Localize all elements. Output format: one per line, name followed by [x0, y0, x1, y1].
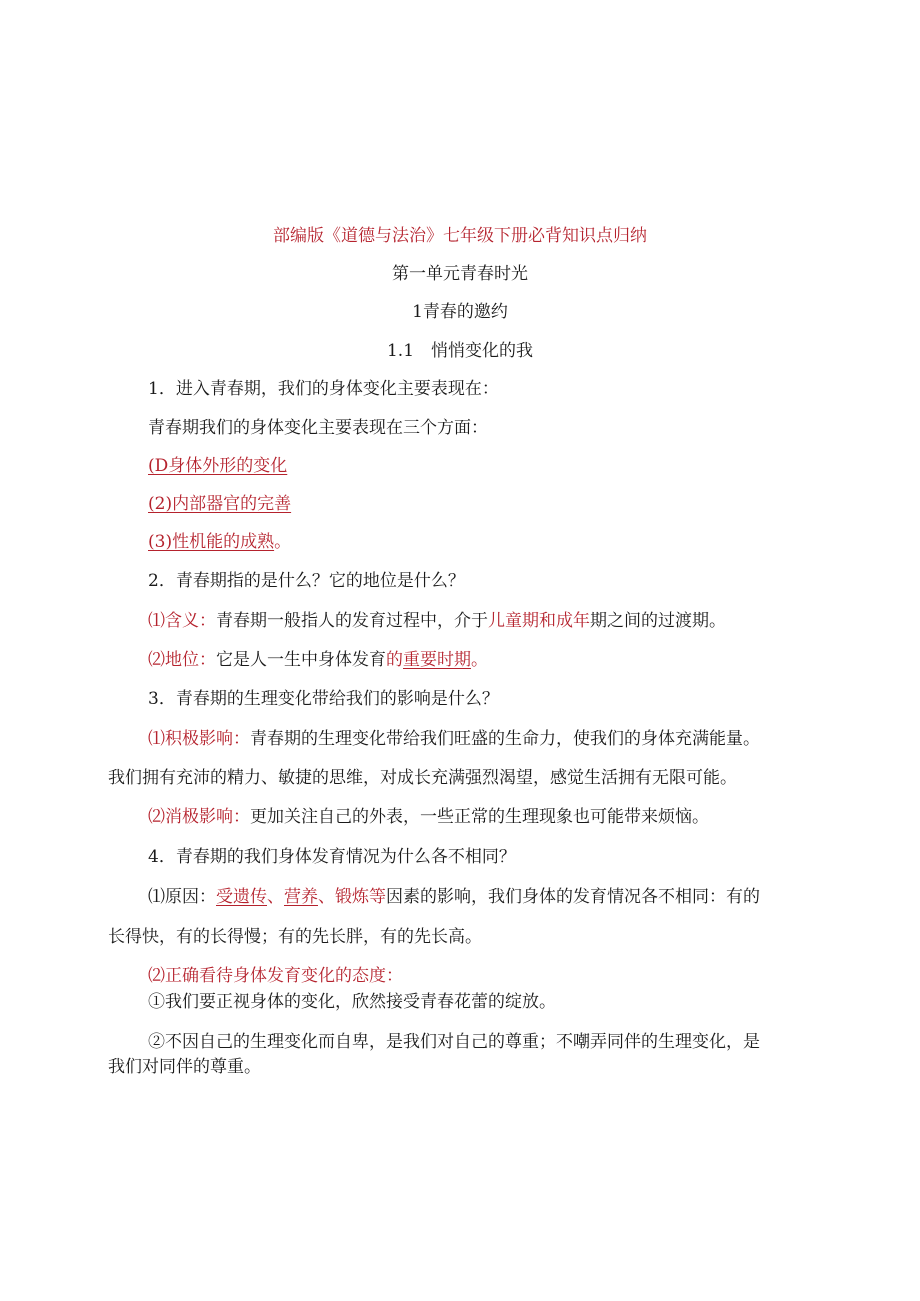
q1-item-1: (D身体外形的变化	[148, 456, 288, 476]
q4-attitude-1: ①我们要正视身体的变化，欣然接受青春花蕾的绽放。	[148, 992, 556, 1012]
q2-status-end: 。	[471, 650, 488, 670]
q4-reason-text: 因素的影响，我们身体的发育情况各不相同：有的	[386, 887, 760, 907]
q4-question: 4．青春期的我们身体发育情况为什么各不相同？	[148, 847, 516, 867]
q3-positive-text-2: 我们拥有充沛的精力、敏捷的思维，对成长充满强烈渴望，感觉生活拥有无限可能。	[108, 768, 737, 788]
q4-attitude-label: ⑵正确看待身体发育变化的态度：	[148, 966, 403, 986]
q4-reason-red-1: 受遗传	[216, 887, 267, 907]
q3-negative-line	[148, 806, 709, 828]
q4-attitude-2: ②不因自己的生理变化而自卑，是我们对自己的尊重；不嘲弄同伴的生理变化，是	[148, 1032, 760, 1052]
section-heading: 1.1 悄悄变化的我	[386, 341, 534, 361]
q4-reason-red-3: 锻炼等	[335, 887, 386, 907]
q4-attitude-2b: 我们对同伴的尊重。	[108, 1057, 261, 1077]
q1-item-3: (3)性机能的成熟	[148, 532, 275, 552]
q1-intro: 青春期我们的身体变化主要表现在三个方面：	[148, 418, 488, 438]
q2-meaning-red: 儿童期和成年	[488, 611, 590, 631]
unit-heading: 第一单元青春时光	[392, 264, 528, 284]
q2-status-line	[148, 649, 488, 671]
q4-reason-label: ⑴原因：	[148, 887, 216, 907]
lesson-heading: 1青春的邀约	[412, 302, 508, 322]
q2-meaning-text-a: 青春期一般指人的发育过程中，介于	[216, 611, 488, 631]
q2-status-text: 它是人一生中身体发育	[216, 650, 386, 670]
q2-status-red-underlined: 重要时期	[403, 650, 471, 670]
q1-question: 1．进入青春期，我们的身体变化主要表现在：	[148, 379, 499, 399]
q3-positive-text: 青春期的生理变化带给我们旺盛的生命力，使我们的身体充满能量。	[250, 729, 760, 749]
document-title: 部编版《道德与法治》七年级下册必背知识点归纳	[273, 226, 647, 246]
q2-meaning-text-b: 期之间的过渡期。	[590, 611, 726, 631]
q4-reason-line	[148, 886, 760, 908]
q2-meaning-line	[148, 610, 726, 632]
q2-status-red: 的	[386, 650, 403, 670]
q3-negative-label: ⑵消极影响：	[148, 807, 250, 827]
q3-question: 3．青春期的生理变化带给我们的影响是什么？	[148, 689, 499, 709]
q1-item-3-end: 。	[274, 532, 292, 552]
q3-positive-line	[148, 728, 760, 750]
q2-question: 2．青春期指的是什么？它的地位是什么？	[148, 571, 465, 591]
q4-reason-sep-2: 、	[318, 887, 335, 907]
q1-item-2: (2)内部器官的完善	[148, 494, 292, 514]
q3-negative-text: 更加关注自己的外表，一些正常的生理现象也可能带来烦恼。	[250, 807, 709, 827]
q1-item-3-line	[148, 531, 291, 553]
q2-meaning-label: ⑴含义：	[148, 611, 216, 631]
q4-reason-text-2: 长得快，有的长得慢；有的先长胖，有的先长高。	[108, 927, 482, 947]
q2-status-label: ⑵地位：	[148, 650, 216, 670]
q4-reason-red-2: 营养	[284, 887, 318, 907]
q4-reason-sep-1: 、	[267, 887, 284, 907]
q3-positive-label: ⑴积极影响：	[148, 729, 250, 749]
